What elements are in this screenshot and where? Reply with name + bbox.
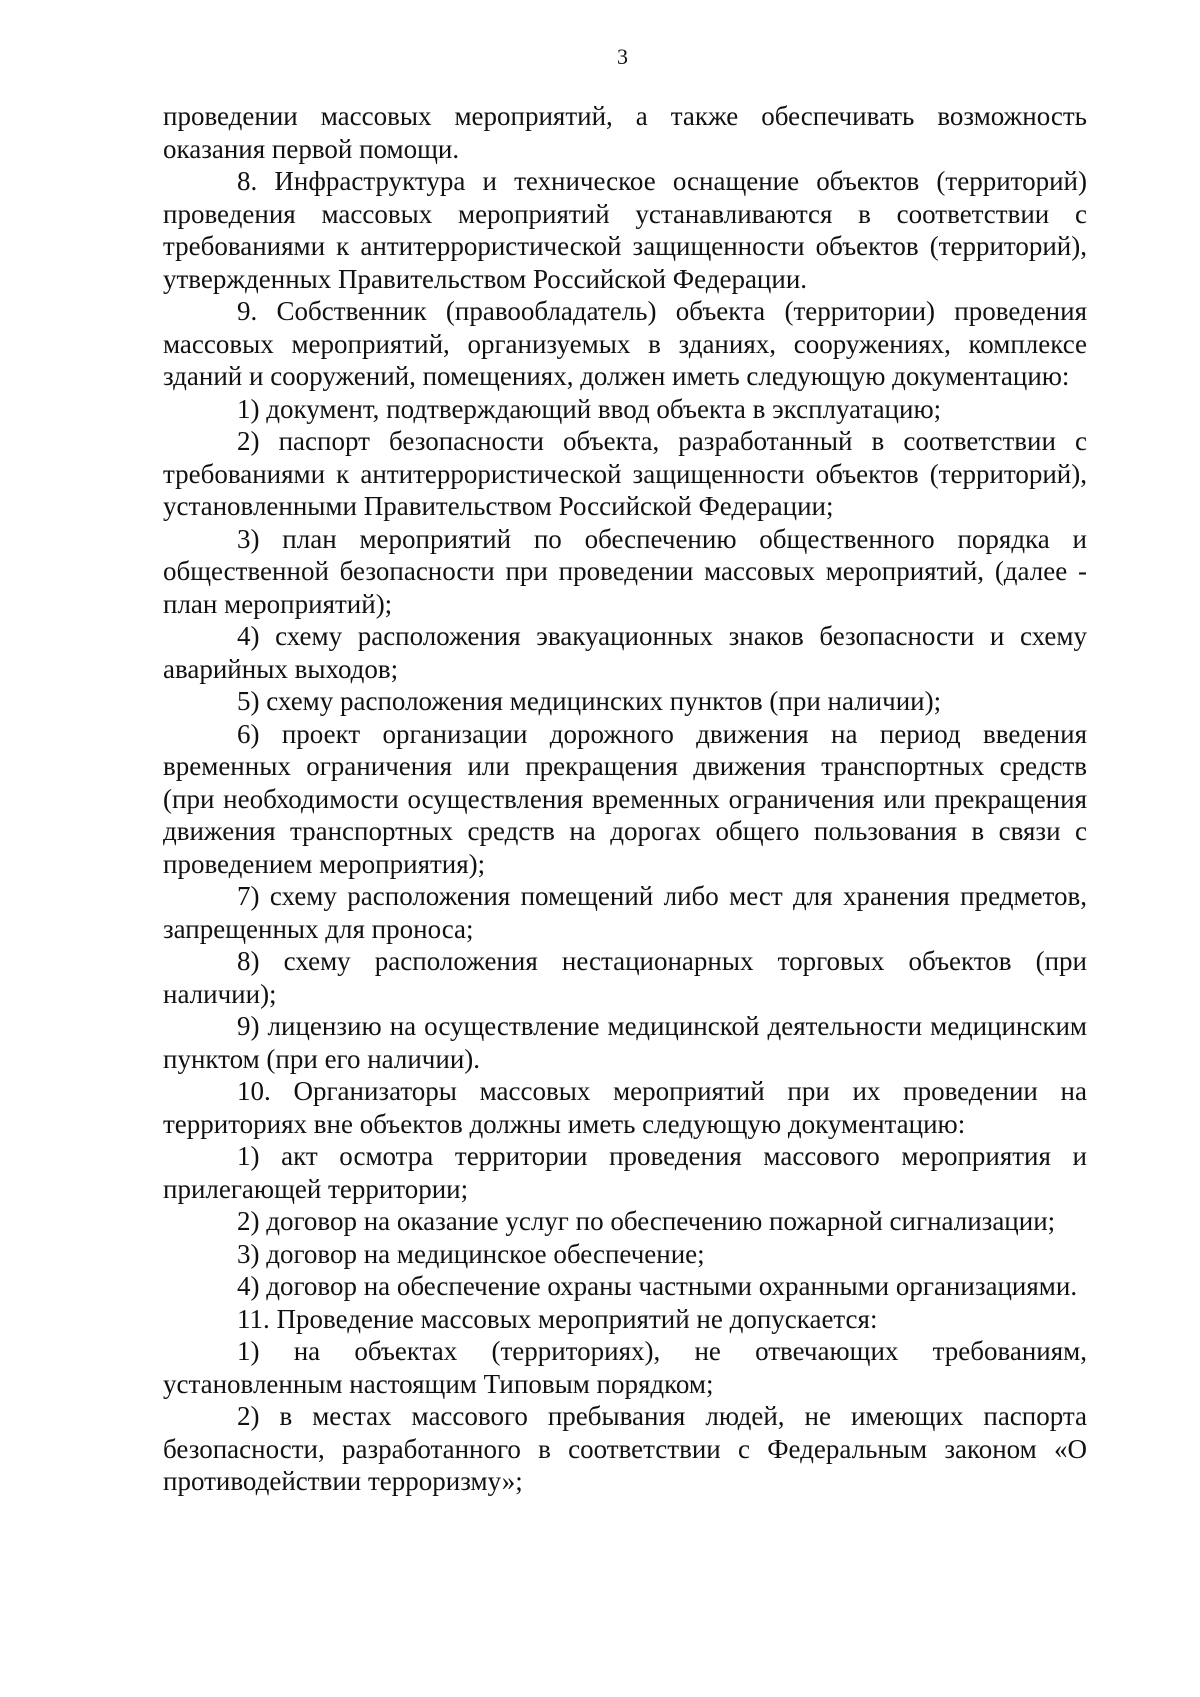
paragraph: 9) лицензию на осуществление медицинской деятельности медицинским пунктом (при его наличии). — [163, 1011, 1087, 1074]
paragraph: 2) паспорт безопасности объекта, разработанный в соответствии с требованиями к антитеррористической защищенности объектов (территорий), установленными Правительством Российской Федерации; — [163, 426, 1087, 521]
document-body — [163, 100, 1087, 1498]
paragraph: 5) схему расположения медицинских пунктов (при наличии); — [237, 686, 942, 716]
paragraph: 4) схему расположения эвакуационных знаков безопасности и схему аварийных выходов; — [163, 621, 1087, 684]
paragraph: 6) проект организации дорожного движения на период введения временных ограничения или прекращения движения транспортных средств (при необходимости осуществления временных ограничения или прекращения движения транспортных средств на дорогах общего пользования в связи с проведением мероприятия); — [163, 718, 1087, 879]
page-number: 3 — [617, 44, 628, 69]
paragraph: 3) план мероприятий по обеспечению общественного порядка и общественной безопасности при проведении массовых мероприятий, (далее - план мероприятий); — [163, 523, 1087, 619]
paragraph: 1) акт осмотра территории проведения массового мероприятия и прилегающей территории; — [163, 1141, 1087, 1204]
paragraph: 8) схему расположения нестационарных торговых объектов (при наличии); — [163, 946, 1087, 1009]
paragraph: 11. Проведение массовых мероприятий не допускается: — [237, 1303, 878, 1334]
paragraph: 1) документ, подтверждающий ввод объекта в эксплуатацию; — [237, 393, 942, 424]
paragraph: 2) договор на оказание услуг по обеспечению пожарной сигнализации; — [237, 1206, 1056, 1236]
paragraph: 4) договор на обеспечение охраны частными охранными организациями. — [237, 1271, 1078, 1301]
paragraph: 10. Организаторы массовых мероприятий при их проведении на территориях вне объектов должны иметь следующую документацию: — [163, 1076, 1087, 1139]
paragraph: 1) на объектах (территориях), не отвечающих требованиям, установленным настоящим Типовым порядком; — [163, 1336, 1087, 1399]
paragraph: 9. Собственник (правообладатель) объекта (территории) проведения массовых мероприятий, организуемых в зданиях, сооружениях, комплексе зданий и сооружений, помещениях, должен иметь следующую документацию: — [163, 296, 1087, 391]
paragraph: 8. Инфраструктура и техническое оснащение объектов (территорий) проведения массовых мероприятий устанавливаются в соответствии с требованиями к антитеррористической защищенности объектов (территорий), утвержденных Правительством Российской Федерации. — [163, 166, 1087, 294]
paragraph: 3) договор на медицинское обеспечение; — [237, 1238, 705, 1269]
paragraph: 7) схему расположения помещений либо мест для хранения предметов, запрещенных для проноса; — [163, 881, 1087, 944]
paragraph: проведении массовых мероприятий, а также обеспечивать возможность оказания первой помощи. — [163, 101, 1087, 164]
paragraph: 2) в местах массового пребывания людей, не имеющих паспорта безопасности, разработанного в соответствии с Федеральным законом «О противодействии терроризму»; — [163, 1401, 1087, 1496]
